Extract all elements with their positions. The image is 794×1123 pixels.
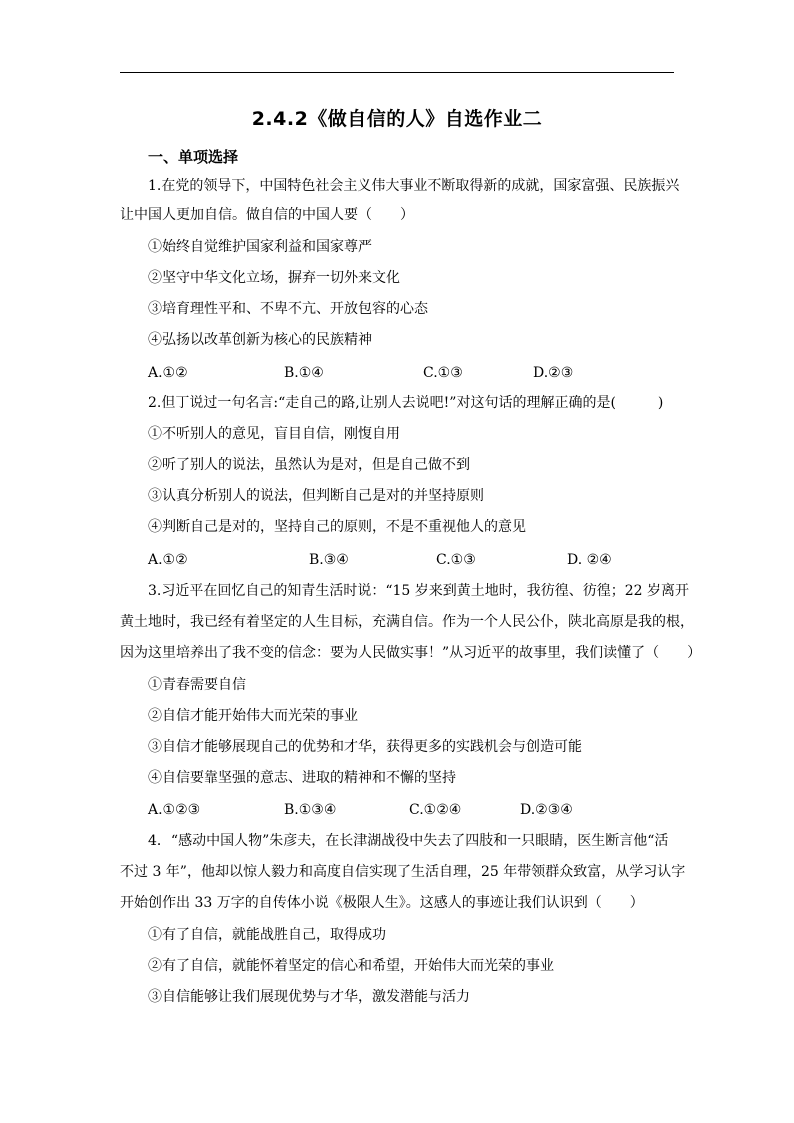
q2-statement-2: ②听了别人的说法，虽然认为是对，但是自己做不到 <box>148 457 470 473</box>
q3-stem-line-1: 3.习近平在回忆自己的知青生活时说：“15 岁来到黄土地时，我彷徨、彷徨；22 岁离开 <box>148 583 690 599</box>
q1-statement-2: ②坚守中华文化立场，摒弃一切外来文化 <box>148 270 400 286</box>
q1-statement-3: ③培育理性平和、不卑不亢、开放包容的心态 <box>148 301 428 317</box>
q1-statement-4: ④弘扬以改革创新为核心的民族精神 <box>148 332 372 348</box>
q2-statement-1: ①不听别人的意见，盲目自信，刚愎自用 <box>148 426 400 442</box>
q2-option-d: D. ②④ <box>567 552 612 568</box>
q2-stem-line-1: 2.但丁说过一句名言:“走自己的路,让别人去说吧!”对这句话的理解正确的是( ) <box>148 395 664 411</box>
section-heading: 一、单项选择 <box>148 148 239 166</box>
q2-option-a: A.①② <box>148 552 188 568</box>
q3-statement-1: ①青春需要自信 <box>148 677 246 693</box>
document-title: 2.4.2《做自信的人》自选作业二 <box>251 108 543 130</box>
q3-stem-line-3: 因为这里培养出了我不变的信念：要为人民做实事！”从习近平的故事里，我们读懂了（ ） <box>120 645 702 661</box>
header-rule <box>120 72 674 73</box>
q4-statement-1: ①有了自信，就能战胜自己，取得成功 <box>148 927 386 943</box>
q1-option-b: B.①④ <box>284 365 324 381</box>
q4-stem-line-1: 4．“感动中国人物”朱彦夫，在长津湖战役中失去了四肢和一只眼睛，医生断言他“活 <box>148 833 669 849</box>
q3-stem-line-2: 黄土地时，我已经有着坚定的人生目标，充满自信。作为一个人民公仆，陕北高原是我的根， <box>120 614 694 630</box>
q2-statement-3: ③认真分析别人的说法，但判断自己是对的并坚持原则 <box>148 488 484 504</box>
q3-statement-2: ②自信才能开始伟大而光荣的事业 <box>148 708 358 724</box>
q4-stem-line-3: 开始创作出 33 万字的自传体小说《极限人生》。这感人的事迹让我们认识到（ ） <box>120 895 644 911</box>
q2-statement-4: ④判断自己是对的，坚持自己的原则，不是不重视他人的意见 <box>148 519 526 535</box>
q2-option-c: C.①③ <box>436 552 476 568</box>
q3-option-a: A.①②③ <box>148 802 201 818</box>
q1-stem-line-2: 让中国人更加自信。做自信的中国人要（ ） <box>120 207 414 223</box>
q1-option-c: C.①③ <box>423 365 463 381</box>
q2-option-b: B.③④ <box>309 552 349 568</box>
q1-option-a: A.①② <box>148 365 188 381</box>
q3-option-b: B.①③④ <box>284 802 337 818</box>
q1-stem-line-1: 1.在党的领导下，中国特色社会主义伟大事业不断取得新的成就，国家富强、民族振兴 <box>148 178 680 194</box>
q4-statement-2: ②有了自信，就能怀着坚定的信心和希望，开始伟大而光荣的事业 <box>148 958 554 974</box>
q3-statement-3: ③自信才能够展现自己的优势和才华，获得更多的实践机会与创造可能 <box>148 739 582 755</box>
q1-option-d: D.②③ <box>533 365 574 381</box>
q3-statement-4: ④自信要靠坚强的意志、进取的精神和不懈的坚持 <box>148 770 456 786</box>
q4-stem-line-2: 不过 3 年”，他却以惊人毅力和高度自信实现了生活自理，25 年带领群众致富，从学习认字 <box>120 864 686 880</box>
q3-option-d: D.②③④ <box>520 802 573 818</box>
q4-statement-3: ③自信能够让我们展现优势与才华，激发潜能与活力 <box>148 989 470 1005</box>
q1-statement-1: ①始终自觉维护国家利益和国家尊严 <box>148 239 372 255</box>
q3-option-c: C.①②④ <box>409 802 462 818</box>
